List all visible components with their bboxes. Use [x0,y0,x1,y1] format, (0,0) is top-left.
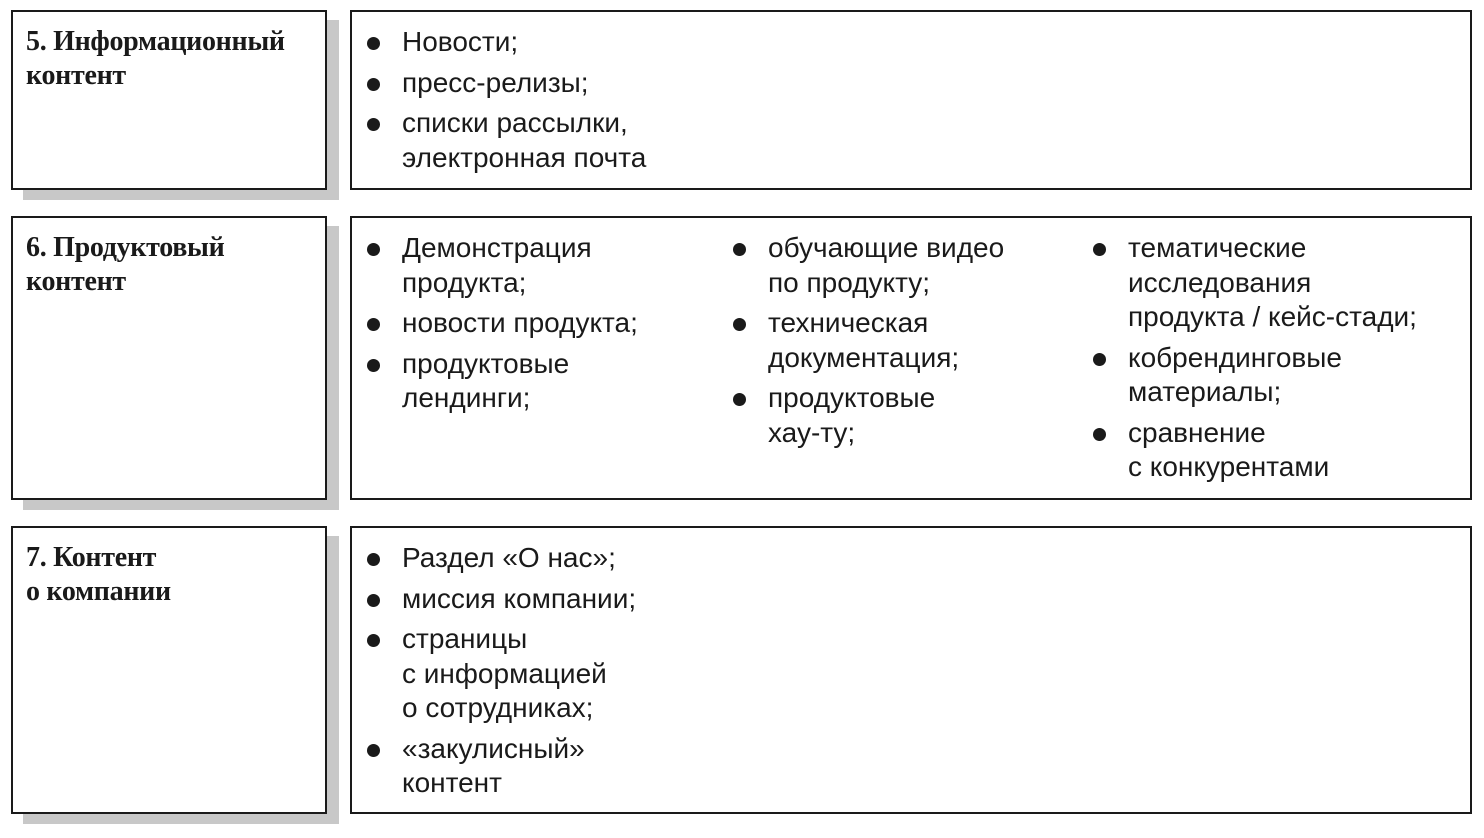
section-label: 5. Информационный контент [26,26,285,91]
list-item-text: новости продукта; [402,307,638,338]
content-column [352,541,636,807]
section-label: 7. Контент о компании [26,542,171,607]
bullet-icon [367,78,380,91]
bullet-icon [367,318,380,331]
list-item-text: продуктовые хау-ту; [768,382,936,448]
list-item [352,66,646,101]
bullet-icon [733,393,746,406]
list-item-text: Новости; [402,26,519,57]
section-label-box [11,10,327,190]
list-item [352,732,636,801]
bullet-icon [1093,353,1106,366]
list-item [352,622,636,726]
content-column [352,25,646,181]
list-item [352,231,638,300]
bullet-icon [367,744,380,757]
list-item-text: тематические исследования продукта / кейс-стади; [1128,232,1417,332]
bullet-icon [367,553,380,566]
list-item [352,25,646,60]
list-item [352,541,636,576]
bullet-icon [367,634,380,647]
section-content-box [350,10,1472,190]
bullet-icon [733,318,746,331]
content-column [718,231,1004,456]
content-column [352,231,638,422]
bullet-icon [1093,243,1106,256]
list-item [352,306,638,341]
list-item-text: продуктовые лендинги; [402,347,570,413]
bullet-icon [367,118,380,131]
section-content-box [350,216,1472,500]
list-item-text: обучающие видео по продукту; [768,232,1005,298]
bullet-icon [367,594,380,607]
bullet-icon [367,37,380,50]
list-item [718,306,1004,375]
section-content-box [350,526,1472,814]
section-label-box [11,526,327,814]
list-item-text: «закулисный» контент [402,732,585,798]
list-item-text: миссия компании; [402,582,637,614]
list-item [352,582,636,617]
list-item-text: кобрендинговые материалы; [1128,341,1342,407]
list-item-text: Демонстрация продукта; [402,232,592,298]
list-item [352,106,646,175]
list-item [352,347,638,416]
list-item [1078,341,1417,410]
list-item [718,231,1004,300]
bullet-icon [733,243,746,256]
list-item [1078,231,1417,335]
list-item-text: сравнение с конкурентами [1128,416,1330,482]
list-item-text: пресс-релизы; [402,66,589,98]
list-item [1078,416,1417,485]
content-column [1078,231,1417,491]
list-item-text: списки рассылки, электронная почта [402,107,647,173]
list-item [718,381,1004,450]
section-label-box [11,216,327,500]
list-item-text: страницы с информацией о сотрудниках; [402,623,607,723]
bullet-icon [367,243,380,256]
list-item-text: Раздел «О нас»; [402,542,616,573]
list-item-text: техническая документация; [768,307,960,373]
section-label: 6. Продуктовый контент [26,232,225,297]
bullet-icon [367,359,380,372]
bullet-icon [1093,428,1106,441]
